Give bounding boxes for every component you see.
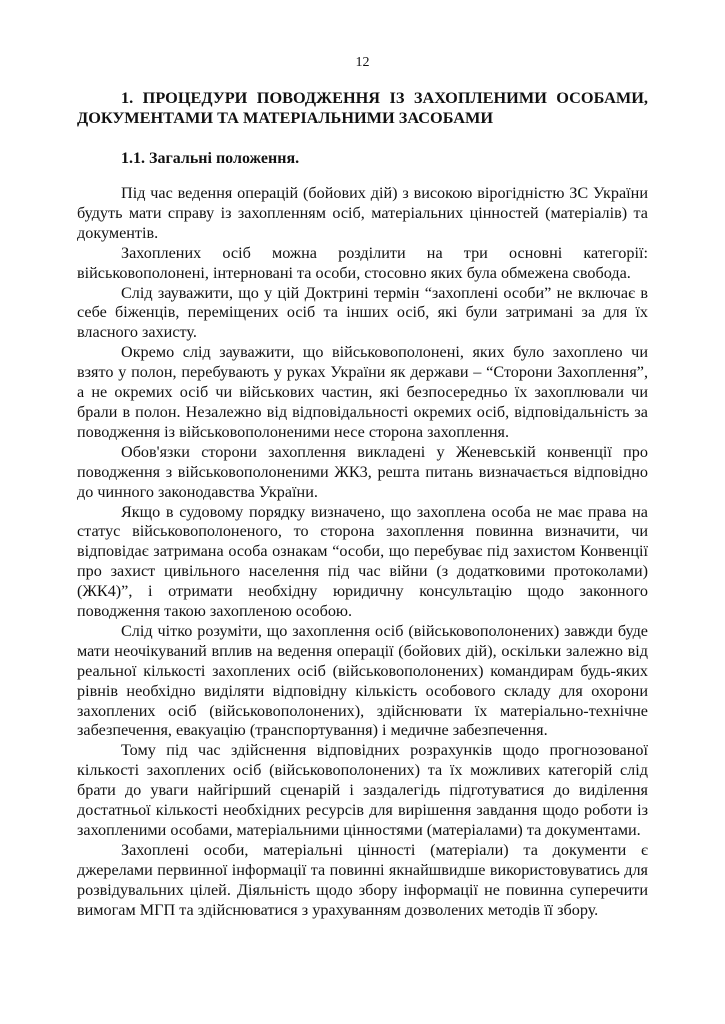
paragraph: Захоплені особи, матеріальні цінності (матеріали) та документи є джерелами первинної інформації та повинні якнайшвидше використовуватись для розвідувальних цілей. Діяльність щодо збору інформації не повинна суперечити вимогам МГП та здійснюватися з урахуванням дозволених методів її збору. (77, 840, 648, 919)
paragraph: Тому під час здійснення відповідних розрахунків щодо прогнозованої кількості захоплених осіб (військовополонених) та їх можливих категорій слід брати до уваги найгірший сценарій і заздалегідь підготуватися до виділення достатньої кількості необхідних ресурсів для вирішення завдання щодо роботи із захопленими особами, матеріальними цінностями (матеріалами) та документами. (77, 741, 648, 839)
paragraph: Обов'язки сторони захоплення викладені у Женевській конвенції про поводження з військовополоненими ЖК3, решта питань визначається відповідно до чинного законодавства України. (77, 442, 648, 501)
page-number: 12 (355, 55, 370, 70)
page-content (77, 88, 648, 921)
subsection-title: 1.1. Загальні положення. (121, 150, 300, 167)
section-title: 1. ПРОЦЕДУРИ ПОВОДЖЕННЯ ІЗ ЗАХОПЛЕНИМИ ОСОБАМИ, ДОКУМЕНТАМИ ТА МАТЕРІАЛЬНИМИ ЗАСОБАМИ (77, 88, 648, 127)
paragraph: Захоплених осіб можна розділити на три основні категорії: військовополонені, інтерновані та особи, стосовно яких була обмежена свобода. (77, 243, 648, 282)
paragraph: Під час ведення операцій (бойових дій) з високою вірогідністю ЗС України будуть мати справу із захопленням осіб, матеріальних цінностей (матеріалів) та документів. (77, 184, 648, 242)
paragraph: Слід чітко розуміти, що захоплення осіб (військовополонених) завжди буде мати неочікуваний вплив на ведення операції (бойових дій), оскільки залежно від реальної кількості захоплених осіб (військовополонених) командирам будь-яких рівнів необхідно виділяти відповідну кількість особового складу для охорони захоплених осіб (військовополонених), здійснювати їх матеріально-технічне забезпечення, евакуацію (транспортування) і медичне забезпечення. (77, 621, 648, 740)
paragraph: Слід зауважити, що у цій Доктрині термін “захоплені особи” не включає в себе біженців, переміщених осіб та інших осіб, які були затримані за для їх власного захисту. (77, 283, 648, 342)
paragraph: Окремо слід зауважити, що військовополонені, яких було захоплено чи взято у полон, перебувають у руках України як держави – “Сторони Захоплення”, а не окремих осіб чи військових частин, які безпосередньо їх захоплювали чи брали в полон. Незалежно від відповідальності окремих осіб, відповідальність за поводження із військовополоненими несе сторона захоплення. (77, 343, 648, 441)
paragraph: Якщо в судовому порядку визначено, що захоплена особа не має права на статус військовополоненого, то сторона захоплення повинна визначити, чи відповідає затримана особа ознакам “особи, що перебуває під захистом Конвенції про захист цивільного населення під час війни (з додатковими протоколами) (ЖК4)”, і отримати необхідну юридичну консультацію щодо законного поводження такою захопленою особою. (77, 502, 648, 621)
